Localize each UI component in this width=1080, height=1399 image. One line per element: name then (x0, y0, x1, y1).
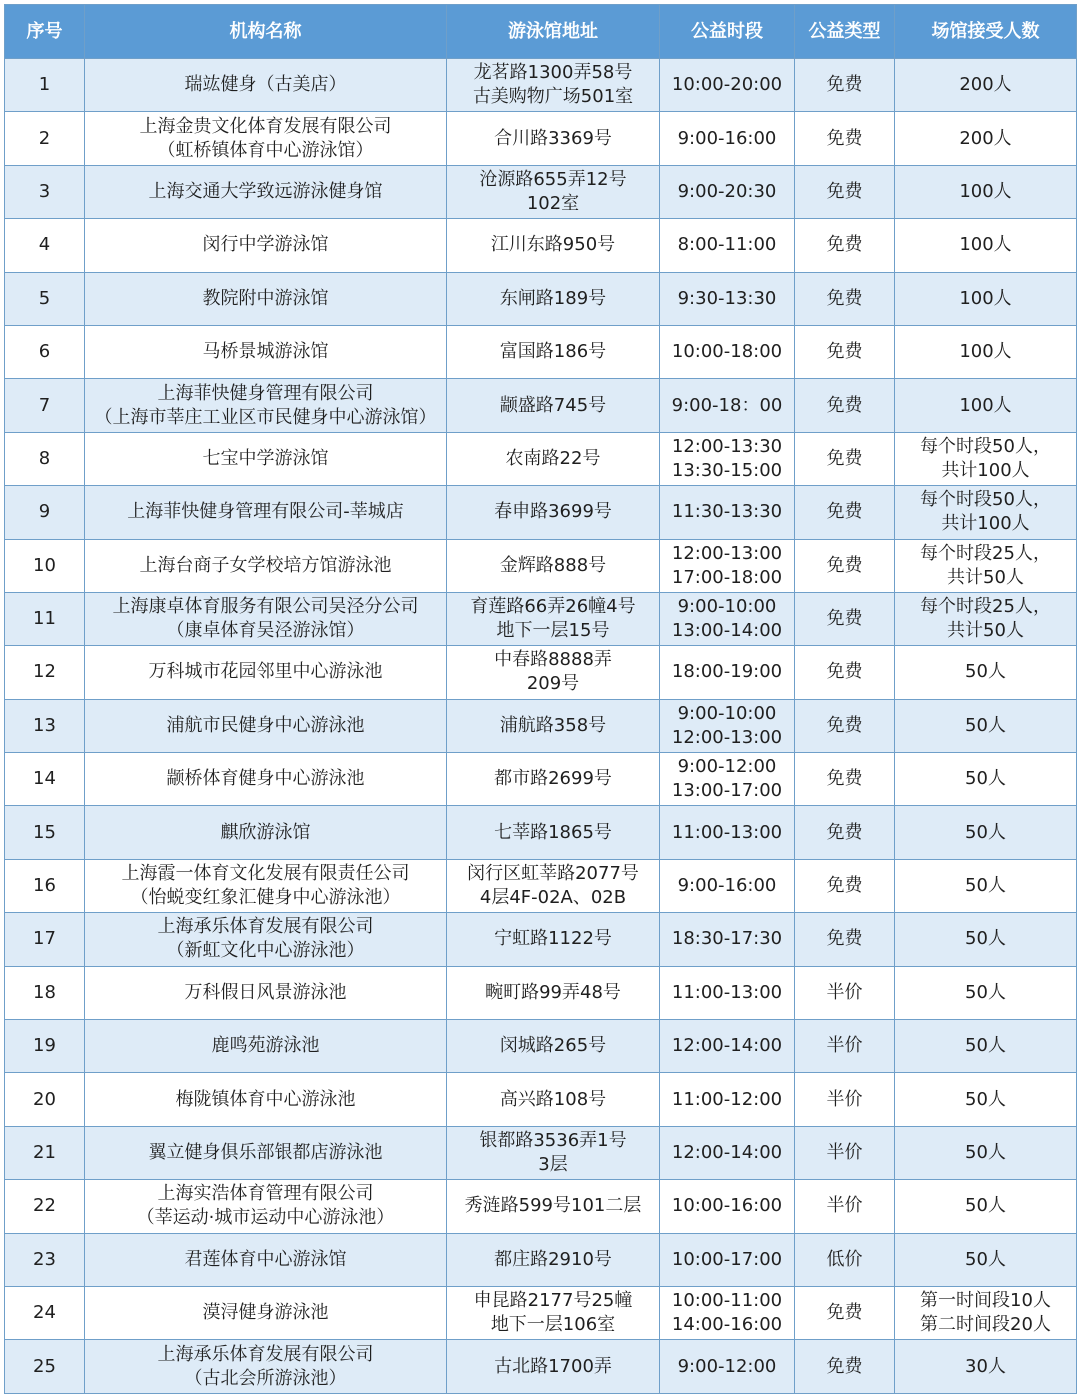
cell-organization-name: 上海金贵文化体育发展有限公司 （虹桥镇体育中心游泳馆） (85, 112, 447, 165)
cell-benefit-type: 免费 (795, 592, 895, 645)
cell-organization-name: 上海承乐体育发展有限公司 （新虹文化中心游泳池） (85, 913, 447, 966)
table-row (5, 539, 1077, 592)
cell-public-hours: 9:00-16:00 (660, 112, 795, 165)
cell-public-hours: 9:00-12:00 (660, 1340, 795, 1394)
swimming-pool-table (4, 4, 1077, 1394)
cell-pool-address: 育莲路66弄26幢4号 地下一层15号 (447, 592, 660, 645)
table-row (5, 219, 1077, 272)
table-row (5, 1020, 1077, 1073)
cell-public-hours: 10:00-18:00 (660, 325, 795, 378)
cell-capacity: 50人 (895, 646, 1077, 699)
cell-number: 23 (5, 1233, 85, 1286)
cell-organization-name: 万科城市花园邻里中心游泳池 (85, 646, 447, 699)
cell-capacity: 50人 (895, 806, 1077, 859)
cell-public-hours: 10:00-17:00 (660, 1233, 795, 1286)
cell-pool-address: 东闸路189号 (447, 272, 660, 325)
cell-number: 12 (5, 646, 85, 699)
cell-capacity: 100人 (895, 325, 1077, 378)
cell-number: 17 (5, 913, 85, 966)
cell-benefit-type: 免费 (795, 806, 895, 859)
cell-capacity: 50人 (895, 966, 1077, 1019)
cell-organization-name: 鹿鸣苑游泳池 (85, 1020, 447, 1073)
cell-capacity: 每个时段25人， 共计50人 (895, 539, 1077, 592)
cell-pool-address: 七莘路1865号 (447, 806, 660, 859)
cell-number: 10 (5, 539, 85, 592)
cell-pool-address: 都庄路2910号 (447, 1233, 660, 1286)
cell-benefit-type: 免费 (795, 379, 895, 432)
table-row (5, 112, 1077, 165)
cell-capacity: 30人 (895, 1340, 1077, 1394)
cell-number: 5 (5, 272, 85, 325)
cell-number: 11 (5, 592, 85, 645)
header-public-hours: 公益时段 (660, 5, 795, 59)
cell-pool-address: 合川路3369号 (447, 112, 660, 165)
cell-number: 25 (5, 1340, 85, 1394)
cell-capacity: 100人 (895, 379, 1077, 432)
cell-pool-address: 申昆路2177号25幢 地下一层106室 (447, 1286, 660, 1339)
cell-pool-address: 都市路2699号 (447, 753, 660, 806)
cell-capacity: 50人 (895, 1180, 1077, 1233)
cell-benefit-type: 免费 (795, 859, 895, 912)
cell-benefit-type: 半价 (795, 1126, 895, 1179)
cell-public-hours: 9:00-20:30 (660, 165, 795, 218)
cell-capacity: 50人 (895, 1126, 1077, 1179)
cell-number: 8 (5, 432, 85, 485)
cell-organization-name: 上海实浩体育管理有限公司 （莘运动·城市运动中心游泳池） (85, 1180, 447, 1233)
cell-public-hours: 9:00-12:00 13:00-17:00 (660, 753, 795, 806)
cell-benefit-type: 半价 (795, 966, 895, 1019)
table-row (5, 1126, 1077, 1179)
cell-organization-name: 七宝中学游泳馆 (85, 432, 447, 485)
cell-public-hours: 18:00-19:00 (660, 646, 795, 699)
cell-benefit-type: 免费 (795, 272, 895, 325)
cell-public-hours: 9:00-10:00 13:00-14:00 (660, 592, 795, 645)
table-row (5, 1233, 1077, 1286)
cell-number: 9 (5, 486, 85, 539)
cell-pool-address: 畹町路99弄48号 (447, 966, 660, 1019)
cell-public-hours: 11:30-13:30 (660, 486, 795, 539)
cell-public-hours: 12:00-14:00 (660, 1020, 795, 1073)
cell-pool-address: 金辉路888号 (447, 539, 660, 592)
cell-capacity: 200人 (895, 59, 1077, 112)
cell-pool-address: 浦航路358号 (447, 699, 660, 752)
cell-capacity: 100人 (895, 219, 1077, 272)
cell-pool-address: 中春路8888弄 209号 (447, 646, 660, 699)
cell-capacity: 每个时段50人， 共计100人 (895, 486, 1077, 539)
cell-organization-name: 上海承乐体育发展有限公司 （古北会所游泳池） (85, 1340, 447, 1394)
cell-organization-name: 梅陇镇体育中心游泳池 (85, 1073, 447, 1126)
cell-organization-name: 君莲体育中心游泳馆 (85, 1233, 447, 1286)
cell-public-hours: 12:00-14:00 (660, 1126, 795, 1179)
table-row (5, 59, 1077, 112)
cell-organization-name: 上海康卓体育服务有限公司吴泾分公司 （康卓体育吴泾游泳馆） (85, 592, 447, 645)
cell-benefit-type: 免费 (795, 325, 895, 378)
cell-pool-address: 颛盛路745号 (447, 379, 660, 432)
cell-number: 15 (5, 806, 85, 859)
cell-pool-address: 银都路3536弄1号 3层 (447, 1126, 660, 1179)
cell-benefit-type: 低价 (795, 1233, 895, 1286)
cell-number: 14 (5, 753, 85, 806)
cell-capacity: 50人 (895, 1020, 1077, 1073)
cell-number: 24 (5, 1286, 85, 1339)
cell-benefit-type: 免费 (795, 165, 895, 218)
cell-capacity: 50人 (895, 859, 1077, 912)
table-row (5, 913, 1077, 966)
cell-benefit-type: 免费 (795, 59, 895, 112)
cell-number: 19 (5, 1020, 85, 1073)
table-row (5, 1286, 1077, 1339)
cell-public-hours: 9:30-13:30 (660, 272, 795, 325)
cell-pool-address: 江川东路950号 (447, 219, 660, 272)
cell-organization-name: 上海菲快健身管理有限公司 （上海市莘庄工业区市民健身中心游泳馆） (85, 379, 447, 432)
cell-capacity: 第一时间段10人 第二时间段20人 (895, 1286, 1077, 1339)
cell-number: 1 (5, 59, 85, 112)
table-row (5, 1180, 1077, 1233)
cell-number: 13 (5, 699, 85, 752)
cell-pool-address: 春申路3699号 (447, 486, 660, 539)
cell-number: 18 (5, 966, 85, 1019)
cell-benefit-type: 免费 (795, 112, 895, 165)
table-row (5, 165, 1077, 218)
cell-organization-name: 瑞竑健身（古美店） (85, 59, 447, 112)
cell-organization-name: 漠浔健身游泳池 (85, 1286, 447, 1339)
header-capacity: 场馆接受人数 (895, 5, 1077, 59)
cell-benefit-type: 半价 (795, 1073, 895, 1126)
cell-public-hours: 10:00-11:00 14:00-16:00 (660, 1286, 795, 1339)
cell-capacity: 50人 (895, 1233, 1077, 1286)
cell-organization-name: 教院附中游泳馆 (85, 272, 447, 325)
cell-benefit-type: 半价 (795, 1020, 895, 1073)
cell-benefit-type: 免费 (795, 699, 895, 752)
cell-number: 22 (5, 1180, 85, 1233)
cell-pool-address: 宁虹路1122号 (447, 913, 660, 966)
cell-pool-address: 农南路22号 (447, 432, 660, 485)
cell-organization-name: 颛桥体育健身中心游泳池 (85, 753, 447, 806)
header-row (5, 5, 1077, 59)
cell-public-hours: 11:00-12:00 (660, 1073, 795, 1126)
cell-number: 21 (5, 1126, 85, 1179)
cell-capacity: 50人 (895, 913, 1077, 966)
cell-organization-name: 麒欣游泳馆 (85, 806, 447, 859)
header-benefit-type: 公益类型 (795, 5, 895, 59)
table-row (5, 272, 1077, 325)
cell-benefit-type: 免费 (795, 539, 895, 592)
table-row (5, 1073, 1077, 1126)
cell-pool-address: 沧源路655弄12号 102室 (447, 165, 660, 218)
cell-organization-name: 马桥景城游泳馆 (85, 325, 447, 378)
cell-pool-address: 富国路186号 (447, 325, 660, 378)
table-body (5, 59, 1077, 1394)
cell-benefit-type: 免费 (795, 753, 895, 806)
cell-capacity: 200人 (895, 112, 1077, 165)
table-row (5, 325, 1077, 378)
cell-public-hours: 10:00-20:00 (660, 59, 795, 112)
table-row (5, 379, 1077, 432)
cell-capacity: 50人 (895, 1073, 1077, 1126)
cell-benefit-type: 免费 (795, 432, 895, 485)
header-number: 序号 (5, 5, 85, 59)
cell-benefit-type: 免费 (795, 486, 895, 539)
cell-public-hours: 11:00-13:00 (660, 966, 795, 1019)
cell-organization-name: 万科假日风景游泳池 (85, 966, 447, 1019)
cell-benefit-type: 免费 (795, 1340, 895, 1394)
cell-benefit-type: 免费 (795, 219, 895, 272)
cell-organization-name: 上海菲快健身管理有限公司-莘城店 (85, 486, 447, 539)
cell-public-hours: 8:00-11:00 (660, 219, 795, 272)
cell-number: 6 (5, 325, 85, 378)
table-row (5, 753, 1077, 806)
cell-benefit-type: 免费 (795, 1286, 895, 1339)
cell-number: 4 (5, 219, 85, 272)
table-header (5, 5, 1077, 59)
cell-pool-address: 秀涟路599号101二层 (447, 1180, 660, 1233)
cell-number: 2 (5, 112, 85, 165)
cell-organization-name: 浦航市民健身中心游泳池 (85, 699, 447, 752)
cell-capacity: 100人 (895, 165, 1077, 218)
table-row (5, 592, 1077, 645)
cell-number: 16 (5, 859, 85, 912)
cell-public-hours: 12:00-13:30 13:30-15:00 (660, 432, 795, 485)
cell-organization-name: 闵行中学游泳馆 (85, 219, 447, 272)
cell-capacity: 每个时段50人， 共计100人 (895, 432, 1077, 485)
cell-pool-address: 闵行区虹莘路2077号 4层4F-02A、02B (447, 859, 660, 912)
table-row (5, 1340, 1077, 1394)
cell-benefit-type: 免费 (795, 913, 895, 966)
table-row (5, 646, 1077, 699)
cell-public-hours: 10:00-16:00 (660, 1180, 795, 1233)
cell-number: 7 (5, 379, 85, 432)
cell-pool-address: 龙茗路1300弄58号 古美购物广场501室 (447, 59, 660, 112)
cell-public-hours: 18:30-17:30 (660, 913, 795, 966)
table-row (5, 699, 1077, 752)
cell-capacity: 50人 (895, 699, 1077, 752)
cell-capacity: 每个时段25人， 共计50人 (895, 592, 1077, 645)
cell-public-hours: 9:00-10:00 12:00-13:00 (660, 699, 795, 752)
header-pool-address: 游泳馆地址 (447, 5, 660, 59)
cell-number: 20 (5, 1073, 85, 1126)
table-row (5, 859, 1077, 912)
cell-benefit-type: 免费 (795, 646, 895, 699)
cell-public-hours: 11:00-13:00 (660, 806, 795, 859)
cell-benefit-type: 半价 (795, 1180, 895, 1233)
cell-pool-address: 古北路1700弄 (447, 1340, 660, 1394)
cell-organization-name: 上海台商子女学校培方馆游泳池 (85, 539, 447, 592)
cell-capacity: 50人 (895, 753, 1077, 806)
cell-organization-name: 上海交通大学致远游泳健身馆 (85, 165, 447, 218)
cell-public-hours: 12:00-13:00 17:00-18:00 (660, 539, 795, 592)
table-row (5, 806, 1077, 859)
header-organization-name: 机构名称 (85, 5, 447, 59)
cell-organization-name: 翼立健身俱乐部银都店游泳池 (85, 1126, 447, 1179)
table-row (5, 486, 1077, 539)
table-row (5, 966, 1077, 1019)
cell-capacity: 100人 (895, 272, 1077, 325)
cell-number: 3 (5, 165, 85, 218)
cell-pool-address: 高兴路108号 (447, 1073, 660, 1126)
cell-pool-address: 闵城路265号 (447, 1020, 660, 1073)
cell-public-hours: 9:00-16:00 (660, 859, 795, 912)
cell-organization-name: 上海霞一体育文化发展有限责任公司 （怡蜕变红象汇健身中心游泳池） (85, 859, 447, 912)
table-row (5, 432, 1077, 485)
cell-public-hours: 9:00-18：00 (660, 379, 795, 432)
